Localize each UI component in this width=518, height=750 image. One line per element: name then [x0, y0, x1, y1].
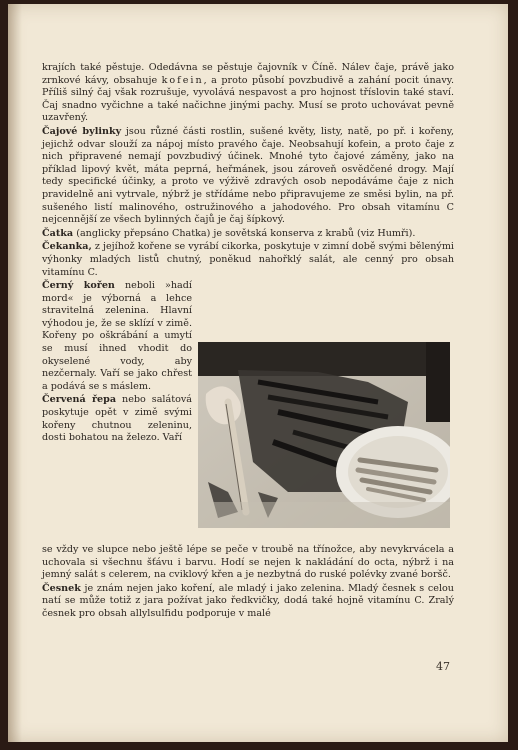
- kofein-spaced-word: kofein: [161, 74, 204, 86]
- paragraph-tea: [42, 62, 454, 125]
- paragraph-cervena-repa-cont: [42, 544, 454, 582]
- term-cerny-koren: Černý kořen: [42, 280, 115, 292]
- cesnek-text: je znám nejen jako koření, ale mladý i jako zelenina. Mladý česnek s celou natí se může totiž z jara požívat jako ředkvičky, dodá také hojně vitamínu C. Zralý česnek pro obsah allylsulfidu podporuje v malé: [42, 582, 454, 619]
- page-number: 47: [436, 660, 450, 673]
- page-spine-shadow: [8, 4, 22, 742]
- cervena-repa-text: nebo salátová poskytuje opět v zimě svými kořeny chutnou zeleninu, dosti bohatou na železo. Vaří: [42, 394, 192, 444]
- cekanka-text: z jejíhož kořene se vyrábí cikorka, poskytuje v zimní době svými bělenými výhonky mladých listů chutný, poněkud nahořklý salát, ale cenný pro obsah vitamínu C.: [42, 241, 454, 278]
- wrapped-column: [42, 280, 192, 445]
- paragraph-cesnek: [42, 583, 454, 621]
- term-cekanka: Čekanka,: [42, 241, 92, 253]
- catka-text: (anglicky přepsáno Chatka) je sovětská konserva z krabů (viz Humři).: [73, 227, 416, 239]
- tea-text-b: , a proto působí povzbudivě a zahání pocit únavy. Příliš silný čaj však rozrušuje, vyvolává nespavost a pro hojnost tříslovin také staví. Čaj snadno vyčichne a také načichne jinými pachy. Musí se proto uchovávat pevně uzavřený.: [42, 74, 455, 124]
- tea-herbs-text: jsou různé části rostlin, sušené květy, listy, natě, po př. i kořeny, jejichž odvar slouží za nápoj místo pravého čaje. Neobsahují kofein, a proto čaje z nich připravené nemají povzbudivý účinek. Mnohé tyto čajové záměny, jako na příklad lipový květ, máta peprná, heřmánek, jsou zároveň osvědčené drogy. Mají tedy specifické účinky, a proto ve výživě zdravých osob nepodáváme čaje z nich pravidelně ani vytrvale, nýbrž je střídáme nebo připravujeme ze směsi bylin, na př. sušeného listí malinového, ostružinového a jahodového. Pro obsah vitamínu C nejcennější ze všech bylinných čajů je čaj šípkový.: [42, 125, 454, 226]
- paragraph-cerny-koren: [42, 280, 192, 393]
- tea-text-a: krajích také pěstuje. Odedávna se pěstuje čajovník v Číně. Nálev čaje, právě jako zrnkové kávy, obsahuje: [42, 62, 454, 86]
- paragraph-cekanka: [42, 241, 454, 279]
- paragraph-tea-herbs: [42, 126, 454, 227]
- salsify-photo: [198, 342, 450, 528]
- paragraph-catka: [42, 228, 454, 241]
- term-cajove-bylinky: Čajové bylinky: [42, 125, 122, 137]
- term-catka: Čatka: [42, 227, 74, 239]
- salsify-photo-illustration: [198, 342, 450, 528]
- term-cervena-repa: Červená řepa: [42, 394, 117, 406]
- term-cesnek: Česnek: [42, 582, 81, 594]
- body-text-bottom: [42, 544, 454, 622]
- cervena-repa-cont-text: se vždy ve slupce nebo ještě lépe se peče v troubě na třínožce, aby nevykrvácela a uchovala si všechnu šťávu i barvu. Hodí se nejen k nakládání do octa, nýbrž i na jemný salát s celerem, na cviklový křen a je nezbytná do ruské polévky zvané boršč.: [42, 544, 454, 581]
- paragraph-cervena-repa: [42, 394, 192, 444]
- cerny-koren-text: neboli »hadí mord« je výborná a lehce stravitelná zelenina. Hlavní výhodou je, že se sklízí v zimě. Kořeny po oškrábání a umytí se musí ihned vhodit do okyselené vody, aby nezčernaly. Vaří se jako chřest a podává se s máslem.: [42, 280, 192, 392]
- book-page: [8, 4, 508, 742]
